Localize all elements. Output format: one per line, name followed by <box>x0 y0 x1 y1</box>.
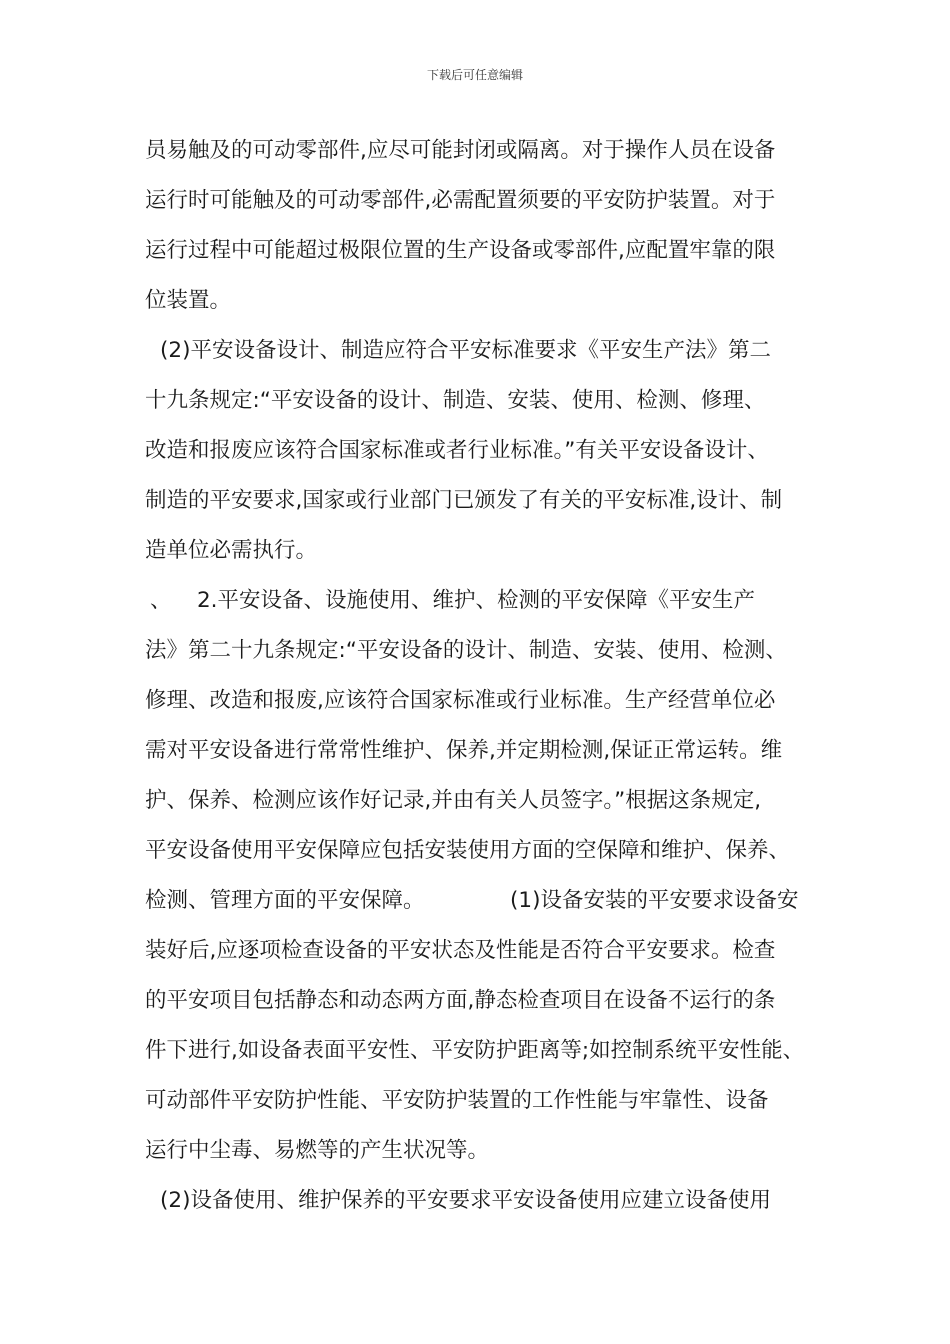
paragraph-line: 十九条规定:“平安设备的设计、制造、安装、使用、检测、修理、 <box>145 388 766 413</box>
paragraph-line: 可动部件平安防护性能、平安防护装置的工作性能与牢靠性、设备 <box>145 1088 769 1113</box>
paragraph-line: 需对平安设备进行常常性维护、保养,并定期检测,保证正常运转。维 <box>145 738 783 763</box>
paragraph-line: 的平安项目包括静态和动态两方面,静态检查项目在设备不运行的条 <box>145 988 776 1013</box>
paragraph-line: 员易触及的可动零部件,应尽可能封闭或隔离。对于操作人员在设备 <box>145 138 776 163</box>
paragraph-line: 运行时可能触及的可动零部件,必需配置须要的平安防护装置。对于 <box>145 188 776 213</box>
page-header-note: 下载后可任意编辑 <box>426 68 523 82</box>
paragraph-line: 运行中尘毒、易燃等的产生状况等。 <box>145 1138 490 1163</box>
paragraph-line: 件下进行,如设备表面平安性、平安防护距离等;如控制系统平安性能、 <box>145 1038 805 1063</box>
paragraph-line: 制造的平安要求,国家或行业部门已颁发了有关的平安标准,设计、制 <box>145 488 783 513</box>
paragraph-line: 检测、管理方面的平安保障。 (1)设备安装的平安要求设备安 <box>145 888 799 913</box>
paragraph-line: 造单位必需执行。 <box>145 538 318 563</box>
paragraph-line: 法》第二十九条规定:“平安设备的设计、制造、安装、使用、检测、 <box>145 638 787 663</box>
paragraph-line: 装好后,应逐项检查设备的平安状态及性能是否符合平安要求。检查 <box>145 938 776 963</box>
paragraph-line: 运行过程中可能超过极限位置的生产设备或零部件,应配置牢靠的限 <box>145 238 776 263</box>
paragraph-line: (2)设备使用、维护保养的平安要求平安设备使用应建立设备使用 <box>160 1188 771 1213</box>
paragraph-line: 改造和报废应该符合国家标准或者行业标准。”有关平安设备设计、 <box>145 438 769 463</box>
paragraph-line: 护、保养、检测应该作好记录,并由有关人员签字。”根据这条规定, <box>145 788 762 813</box>
paragraph-line: 修理、改造和报废,应该符合国家标准或行业标准。生产经营单位必 <box>145 688 776 713</box>
paragraph-line: 位装置。 <box>145 288 232 313</box>
paragraph-line: 平安设备使用平安保障应包括安装使用方面的空保障和维护、保养、 <box>145 838 791 863</box>
paragraph-line: (2)平安设备设计、制造应符合平安标准要求《平安生产法》第二 <box>160 338 771 363</box>
paragraph-line: 、 2.平安设备、设施使用、维护、检测的平安保障《平安生产 <box>150 588 756 613</box>
